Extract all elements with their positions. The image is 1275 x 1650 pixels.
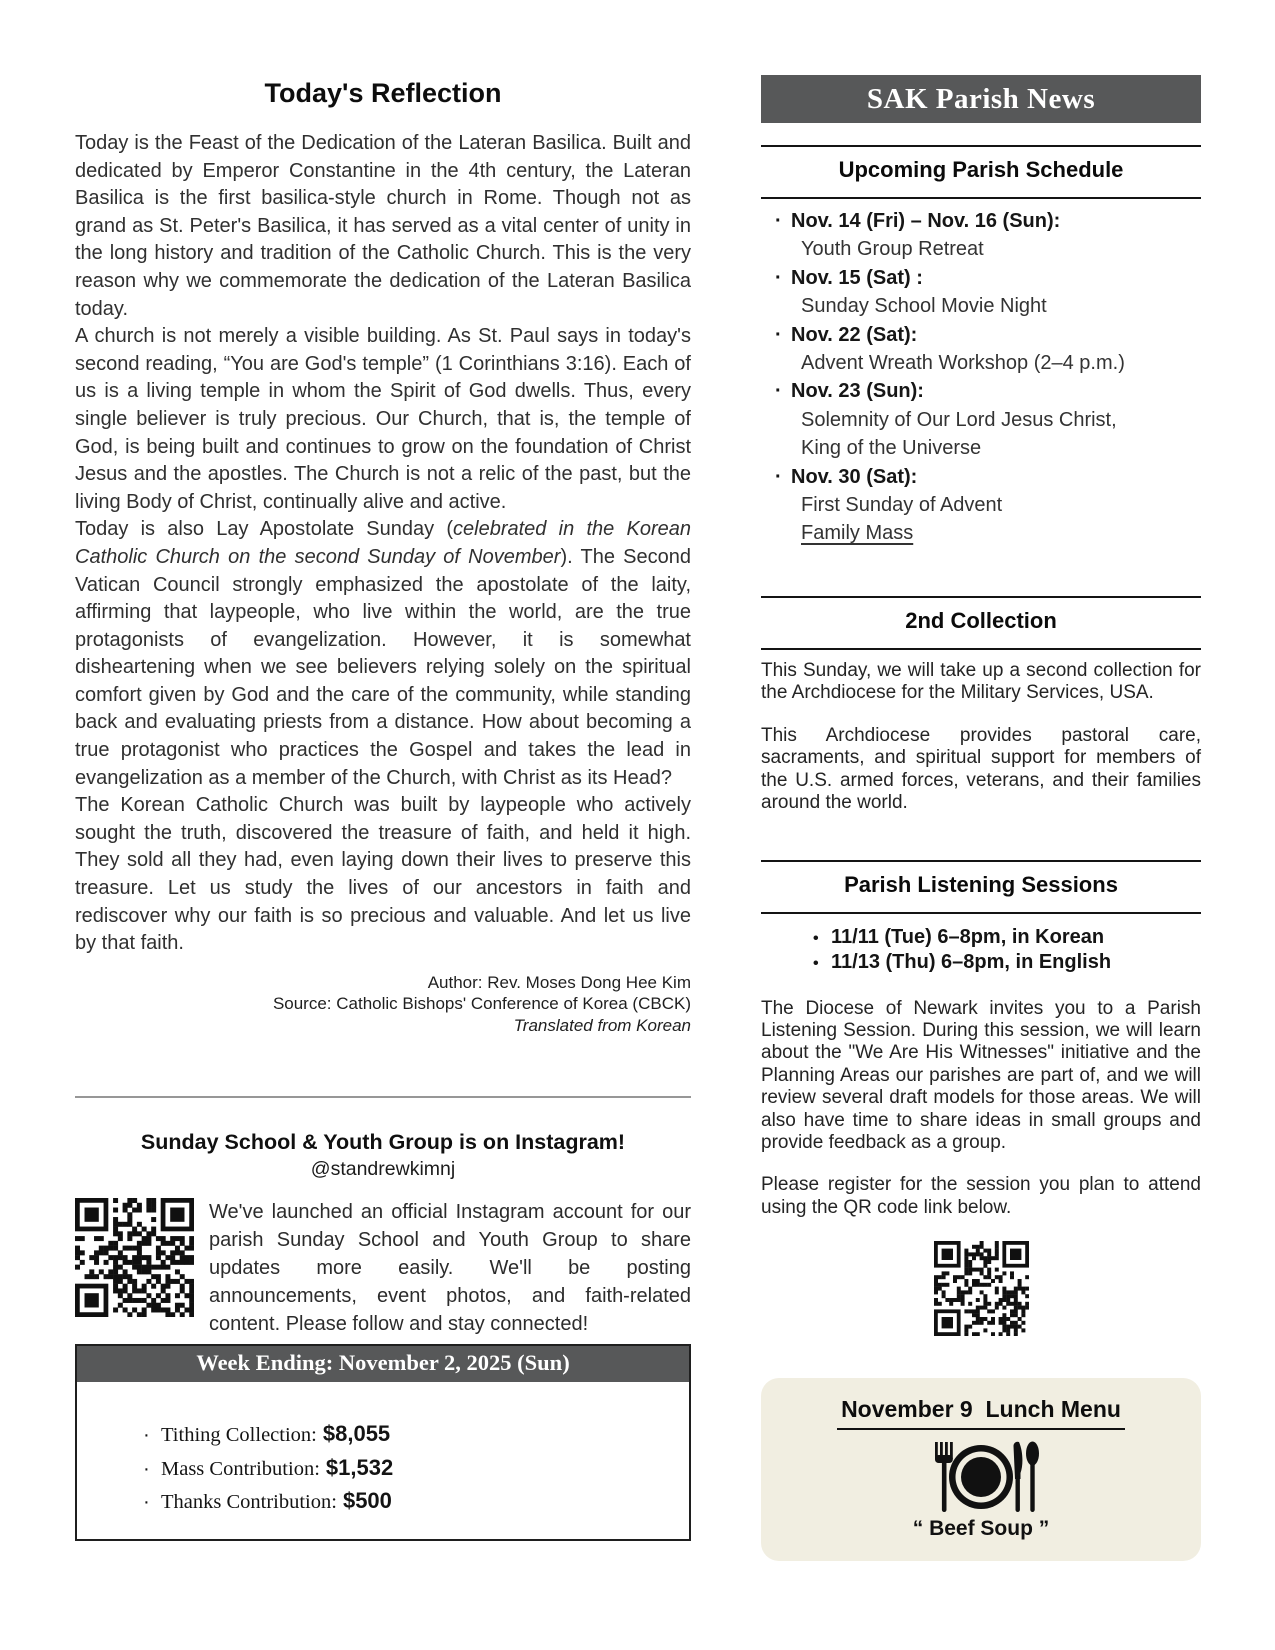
reflection-paragraph: Today is the Feast of the Dedication of the Lateran Basilica. Built and dedicated by Emperor Constantine in the 4th century, the Lateran Basilica is the first basilica-style church in Rome. Though not as grand as St. Peter's Basilica, it has served as a vital center of unity in the long history and tradition of the Catholic Church. This is the very reason why we commemorate the dedication of the Lateran Basilica today. — [75, 132, 691, 320]
session-list — [761, 926, 1201, 975]
translated-line: Translated from Korean — [513, 1015, 691, 1035]
event-detail: Sunday School Movie Night — [801, 295, 1047, 318]
heading-rule — [761, 197, 1201, 199]
event-detail: Youth Group Retreat — [801, 238, 984, 261]
paragraph-italic-text: celebrated in the Korean Catholic Church on the second Sunday of November — [75, 518, 691, 568]
instagram-row — [75, 1198, 691, 1338]
schedule-section-title: Upcoming Parish Schedule — [838, 157, 1124, 182]
paragraph-text: Today is also Lay Apostolate Sunday ( — [75, 518, 454, 541]
attribution-block — [75, 972, 691, 1037]
parish-news-banner: SAK Parish News — [761, 75, 1201, 123]
session-text: 11/11 (Tue) 6–8pm, in Korean — [831, 926, 1105, 949]
schedule-event — [775, 377, 1201, 462]
heading-rule — [761, 145, 1201, 147]
schedule-list — [761, 207, 1201, 548]
event-date: Nov. 23 (Sun): — [791, 380, 924, 403]
place-setting-icon — [915, 1440, 1047, 1514]
event-detail: King of the Universe — [801, 437, 982, 460]
bullet-icon: · — [775, 323, 782, 346]
reflection-title: Today's Reflection — [264, 78, 502, 108]
plate-icon — [949, 1445, 1013, 1509]
collection-label: Thanks Contribution: — [161, 1491, 337, 1514]
left-column — [75, 76, 691, 1541]
lunch-menu-title: November 9 Lunch Menu — [837, 1395, 1125, 1430]
author-line: Author: Rev. Moses Dong Hee Kim — [427, 972, 691, 992]
week-ending-header: Week Ending: November 2, 2025 (Sun) — [77, 1346, 689, 1382]
event-detail: Solemnity of Our Lord Jesus Christ, — [801, 408, 1117, 431]
event-detail: Advent Wreath Workshop (2–4 p.m.) — [801, 352, 1125, 375]
bullet-icon: · — [775, 380, 782, 403]
collection-item — [143, 1418, 679, 1452]
reflection-body — [75, 130, 691, 958]
heading-rule — [761, 648, 1201, 650]
bullet-icon: • — [813, 930, 819, 948]
listening-paragraph: The Diocese of Newark invites you to a Parish Listening Session. During this session, we will learn about the "We Are His Witnesses" initiative and the Planning Areas our parishes are part of, and we will review several draft models for those areas. We will also have time to share ideas in small groups and provide feedback as a group. — [761, 997, 1201, 1153]
instagram-handle: @standrewkimnj — [310, 1158, 456, 1181]
second-collection-paragraph: This Archdiocese provides pastoral care, sacraments, and spiritual support for members of the U.S. armed forces, veterans, and their families around the world. — [761, 724, 1201, 813]
listening-sessions-title: Parish Listening Sessions — [844, 872, 1118, 898]
section-divider — [75, 1096, 691, 1098]
event-detail: First Sunday of Advent — [801, 494, 1003, 517]
instagram-section-title: Sunday School & Youth Group is on Instagram! — [140, 1130, 626, 1155]
second-collection-title: 2nd Collection — [905, 607, 1057, 633]
instagram-qr-code-icon — [75, 1198, 194, 1317]
collection-item — [143, 1452, 679, 1486]
event-detail-underlined: Family Mass — [801, 522, 914, 545]
week-ending-box — [75, 1344, 691, 1541]
knife-icon — [1014, 1442, 1023, 1512]
collection-label: Tithing Collection: — [161, 1424, 317, 1447]
event-detail — [775, 519, 1201, 547]
session-item — [813, 951, 1201, 976]
bullet-icon: · — [775, 465, 782, 488]
lunch-menu-box — [761, 1378, 1201, 1561]
schedule-event — [775, 321, 1201, 378]
event-date: Nov. 14 (Fri) – Nov. 16 (Sun): — [791, 210, 1061, 232]
registration-qr-code-icon — [934, 1241, 1029, 1336]
right-column — [761, 75, 1201, 1561]
collection-label: Mass Contribution: — [161, 1457, 320, 1480]
session-text: 11/13 (Thu) 6–8pm, in English — [831, 950, 1112, 973]
bullet-icon: · — [143, 1423, 150, 1447]
second-collection-paragraph: This Sunday, we will take up a second collection for the Archdiocese for the Military Services, USA. — [761, 659, 1201, 704]
collection-value: $8,055 — [322, 1421, 391, 1447]
source-line: Source: Catholic Bishops' Conference of Korea (CBCK) — [272, 994, 691, 1014]
reflection-paragraph: A church is not merely a visible building. As St. Paul says in today's second reading, “You are God's temple” (1 Corinthians 3:16). Each of us is a living temple in whom the Spirit of God dwells. Thus, every single believer is truly precious. Our Church, that is, the temple of God, is being built and continues to grow on the foundation of Christ Jesus and the apostles. The Church is not a relic of the past, but the living Body of Christ, continually alive and active. — [75, 325, 691, 513]
event-date: Nov. 22 (Sat): — [791, 323, 918, 346]
reflection-paragraph — [75, 516, 691, 792]
event-date: Nov. 30 (Sat): — [791, 465, 918, 488]
listening-paragraph: Please register for the session you plan to attend using the QR code link below. — [761, 1174, 1201, 1218]
schedule-event — [775, 207, 1201, 264]
lunch-dish-name: “ Beef Soup ” — [912, 1517, 1050, 1541]
bullet-icon: · — [143, 1490, 150, 1514]
bullet-icon: · — [143, 1456, 150, 1480]
bullet-icon: · — [775, 210, 782, 232]
paragraph-text: ). The Second Vatican Council strongly emphasized the apostolate of the laity, affirming that laypeople, who live within the world, are the true protagonists of evangelization. However, it is somewhat disheartening when we see believers relying solely on the spiritual comfort given by God and the care of the community, while standing back and evaluating priests from a distance. How about becoming a true protagonist who practices the Gospel and takes the lead in evangelization as a member of the Church, with Christ as its Head? — [75, 545, 692, 789]
collection-value: $1,532 — [325, 1454, 394, 1480]
spoon-icon — [1026, 1442, 1039, 1513]
collection-list — [77, 1382, 689, 1539]
bullet-icon: • — [813, 954, 819, 972]
session-item — [813, 926, 1201, 951]
heading-rule — [761, 912, 1201, 914]
heading-rule — [761, 596, 1201, 598]
schedule-event — [775, 463, 1201, 548]
collection-value: $500 — [342, 1488, 392, 1514]
instagram-body: We've launched an official Instagram account for our parish Sunday School and Youth Group to share updates more easily. We'll be posting announcements, event photos, and faith-related content. Please follow and stay connected! — [209, 1201, 691, 1336]
event-date: Nov. 15 (Sat) : — [791, 266, 923, 289]
schedule-event — [775, 264, 1201, 321]
heading-rule — [761, 860, 1201, 862]
collection-item — [143, 1485, 679, 1519]
reflection-paragraph: The Korean Catholic Church was built by laypeople who actively sought the truth, discovered the treasure of faith, and held it high. They sold all they had, even laying down their lives to preserve this treasure. Let us study the lives of our ancestors in faith and rediscover why our faith is so precious and valuable. And let us live by that faith. — [75, 794, 691, 955]
bullet-icon: · — [775, 266, 782, 289]
